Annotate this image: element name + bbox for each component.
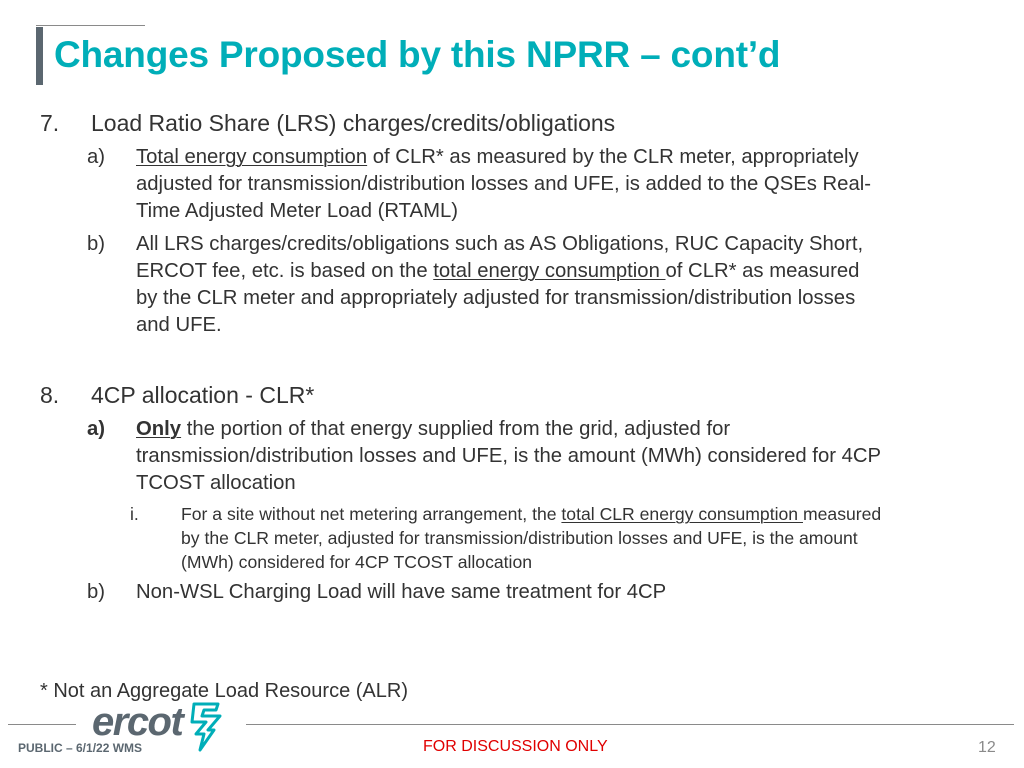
section-8a-line-2: transmission/distribution losses and UFE, is the amount (MWh) considered for 4CP	[136, 445, 882, 467]
slide-title: Changes Proposed by this NPRR – cont’d	[54, 34, 781, 75]
section-7a-line-3: Time Adjusted Meter Load (RTAML)	[136, 200, 458, 222]
section-8a-i-line-1-post: measured	[802, 504, 882, 524]
section-7a-line-1-rest: of CLR* as measured by the CLR meter, appropriately	[367, 146, 859, 168]
section-7b-line-2-post: of CLR* as measured	[665, 260, 860, 282]
section-7b-underlined-term: total energy consumption	[433, 260, 666, 282]
page-number: 12	[978, 739, 996, 756]
footnote: * Not an Aggregate Load Resource (ALR)	[40, 680, 408, 702]
section-8b-marker: b)	[87, 581, 106, 603]
section-7b-line-1: All LRS charges/credits/obligations such as AS Obligations, RUC Capacity Short,	[136, 233, 864, 255]
footer-rule-right	[246, 724, 1014, 725]
section-7a-marker: a)	[87, 146, 106, 168]
footer-disclaimer: FOR DISCUSSION ONLY	[423, 738, 608, 755]
ercot-logo-text: ercot	[92, 700, 183, 744]
footer-classification: PUBLIC – 6/1/22 WMS	[18, 741, 143, 755]
title-top-rule	[36, 25, 145, 26]
section-8a-emphasis: Only	[136, 418, 182, 440]
section-7a-line-2: adjusted for transmission/distribution losses and UFE, is added to the QSEs Real-	[136, 173, 871, 195]
section-8a-i-line-2: by the CLR meter, adjusted for transmission/distribution losses and UFE, is the amount	[181, 528, 858, 548]
section-7-heading: Load Ratio Share (LRS) charges/credits/obligations	[91, 110, 616, 136]
section-8a-line-1	[136, 418, 730, 441]
section-8a-i-line-1-pre: For a site without net metering arrangement, the	[181, 504, 562, 524]
section-7b-line-3: by the CLR meter and appropriately adjusted for transmission/distribution losses	[136, 287, 856, 309]
section-7b-marker: b)	[87, 233, 106, 255]
section-7b-line-4: and UFE.	[136, 314, 222, 336]
section-8a-i-line-1	[181, 504, 881, 525]
section-8a-line-1-rest: the portion of that energy supplied from the grid, adjusted for	[181, 418, 731, 440]
title-accent-bar	[36, 27, 43, 85]
section-8b-line-1: Non-WSL Charging Load will have same treatment for 4CP	[136, 581, 667, 603]
footer-rule-left	[8, 724, 76, 725]
section-7-number: 7.	[40, 110, 60, 136]
section-7a-underlined-term: Total energy consumption	[136, 146, 368, 168]
section-8a-line-3: TCOST allocation	[136, 472, 296, 494]
section-8a-i-line-3: (MWh) considered for 4CP TCOST allocation	[181, 552, 533, 572]
section-8a-marker: a)	[87, 418, 106, 440]
section-7b-line-2-pre: ERCOT fee, etc. is based on the	[136, 260, 434, 282]
section-8-number: 8.	[40, 382, 60, 408]
ercot-logo-mark-icon	[188, 698, 228, 754]
section-8-heading: 4CP allocation - CLR*	[91, 382, 315, 408]
section-7a-line-1	[136, 146, 859, 169]
section-7b-line-2	[136, 260, 859, 283]
section-8a-i-marker: i.	[130, 504, 139, 524]
section-8a-i-underlined-term: total CLR energy consumption	[561, 504, 803, 524]
